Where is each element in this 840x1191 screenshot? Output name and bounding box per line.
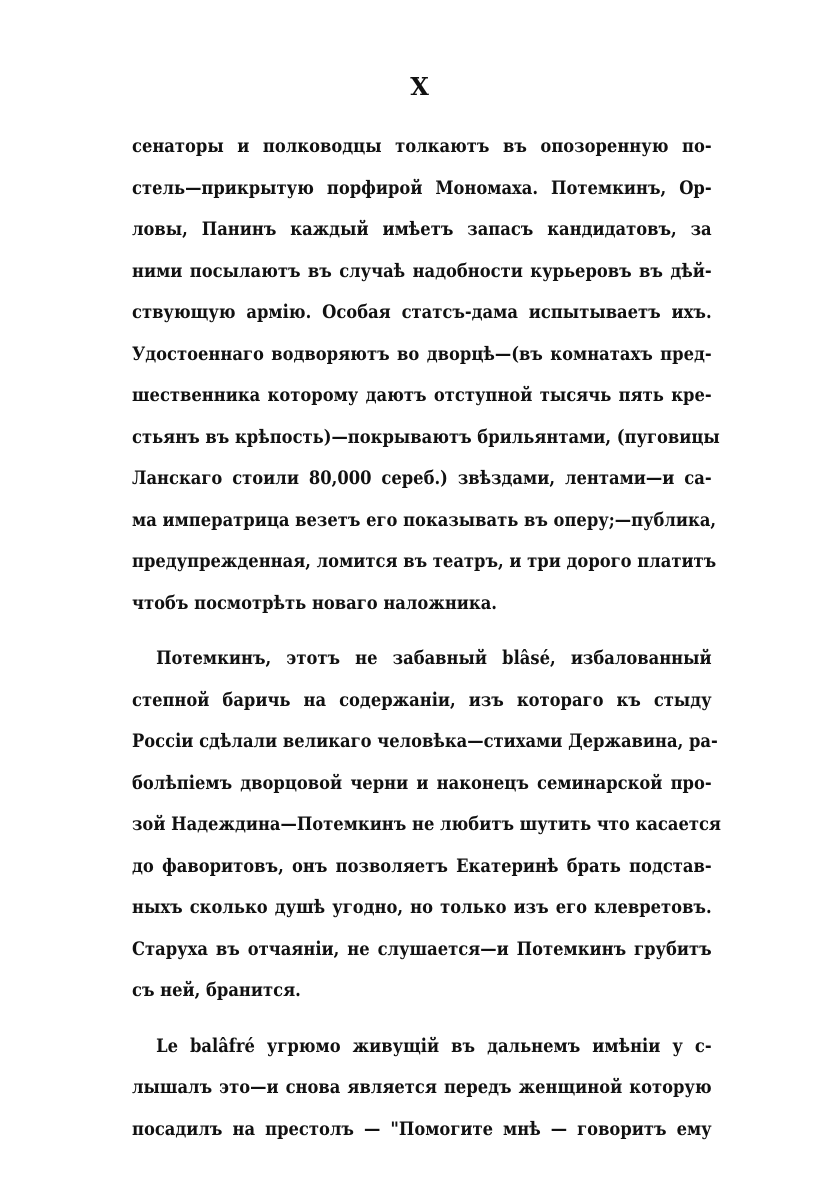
- text-line: Потемкинъ, этотъ не забавный blâsé, избалованный: [156, 647, 712, 669]
- text-line: Ланскаго стоили 80,000 сереб.) звѣздами, лентами—и са-: [132, 467, 712, 489]
- paragraph-2: [132, 638, 721, 1012]
- text-line: Удостоеннаго водворяютъ во дворцѣ—(въ комнатахъ пред-: [132, 342, 712, 365]
- text-line: съ ней, бранится.: [132, 979, 301, 1001]
- paragraph-gap: [132, 1012, 712, 1026]
- text-line: ними посылаютъ въ случаѣ надобности курьеровъ въ дѣй-: [132, 259, 712, 282]
- body-text: [132, 126, 721, 1150]
- text-line: ма императрица везетъ его показывать въ оперу;—публика,: [132, 508, 717, 531]
- text-line: болѣпіемъ дворцовой черни и наконецъ семинарской про-: [132, 771, 712, 794]
- page-number: X: [410, 72, 430, 101]
- text-line: ствующую армію. Особая статсъ-дама испытываетъ ихъ.: [132, 301, 712, 323]
- text-line: стель—прикрытую порфирой Мономаха. Потемкинъ, Ор-: [132, 176, 712, 199]
- text-line: Le balâfré угрюмо живущій въ дальнемъ имѣніи у с-: [156, 1034, 712, 1057]
- text-line: степной баричь на содержаніи, изъ котораго къ стыду: [132, 688, 712, 711]
- text-line: предупрежденная, ломится въ театръ, и три дорого платитъ: [132, 550, 717, 572]
- paragraph-3: [132, 1026, 712, 1151]
- text-line: ловы, Панинъ каждый имѣетъ запасъ кандидатовъ, за: [132, 218, 712, 240]
- text-line: зой Надеждина—Потемкинъ не любитъ шутить что касается: [132, 813, 721, 835]
- text-line: Россіи сдѣлали великаго человѣка—стихами Державина, ра-: [132, 730, 718, 752]
- paragraph-gap: [132, 624, 712, 638]
- text-line: до фаворитовъ, онъ позволяетъ Екатеринѣ брать подстав-: [132, 854, 712, 877]
- text-line: сенаторы и полководцы толкаютъ въ опозоренную по-: [132, 135, 712, 157]
- text-line: чтобъ посмотрѣть новаго наложника.: [132, 591, 497, 614]
- text-line: шественника которому даютъ отступной тысячь пять кре-: [132, 384, 712, 406]
- text-line: стьянъ въ крѣпость)—покрываютъ брильянтами, (пуговицы: [132, 425, 720, 448]
- text-line: Старуха въ отчаяніи, не слушается—и Потемкинъ грубитъ: [132, 937, 712, 960]
- paragraph-1: [132, 126, 720, 624]
- text-line: посадилъ на престолъ — "Помогите мнѣ — говоритъ ему: [132, 1117, 712, 1140]
- text-line: ныхъ сколько душѣ угодно, но только изъ его клевретовъ.: [132, 896, 712, 918]
- text-line: лышалъ это—и снова является передъ женщиной которую: [132, 1076, 712, 1098]
